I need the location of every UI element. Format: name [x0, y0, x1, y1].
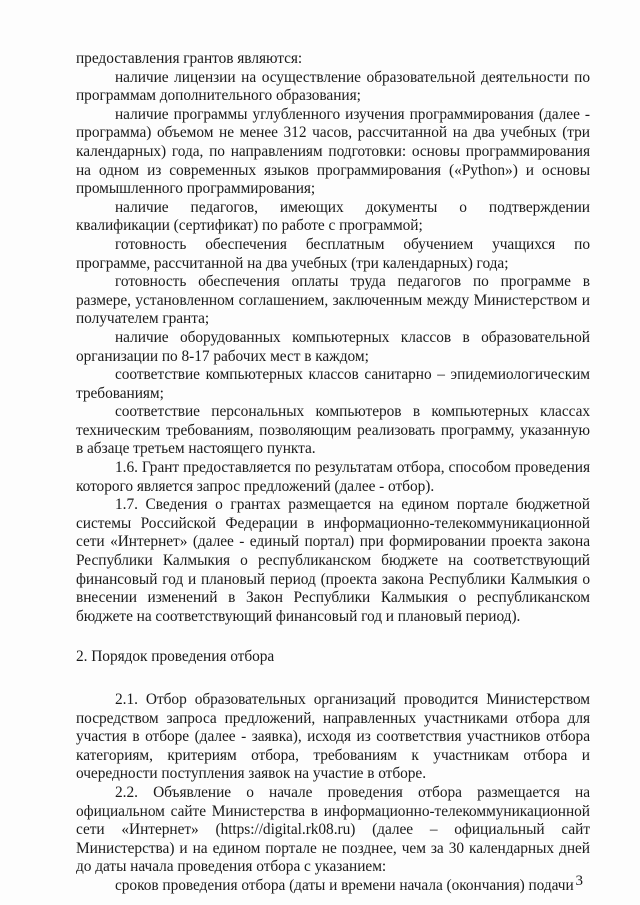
paragraph: предоставления грантов являются: [76, 50, 303, 67]
paragraph: готовность обеспечения оплаты труда педагогов по программе в размере, установленном соглашением, заключенным между Министерством и получателем гранта; [76, 273, 590, 328]
paragraph: 1.6. Грант предоставляется по результатам отбора, способом проведения которого является запрос предложений (далее - отбор). [76, 459, 590, 495]
paragraph: соответствие персональных компьютеров в компьютерных классах техническим требованиям, позволяющим реализовать программу, указанную в абзаце третьем настоящего пункта. [76, 403, 590, 458]
paragraph: наличие педагогов, имеющих документы о подтверждении квалификации (сертификат) по работе с программой; [76, 198, 590, 235]
paragraph: 1.7. Сведения о грантах размещается на едином портале бюджетной системы Российской Федерации в информационно-телекоммуникационной сети «Интернет» (далее - единый портал) при формировании проекта закона Республики Калмыкия о республиканском бюджете на соответствующий финансовый год и плановый период (проекта закона Республики Калмыкия о внесении изменений в Закон Республики Калмыкия о республиканском бюджете на соответствующий финансовый год и плановый период). [76, 496, 590, 625]
paragraph: наличие оборудованных компьютерных классов в образовательной организации по 8-17 рабочих мест в каждом; [76, 328, 590, 365]
paragraph: наличие программы углубленного изучения программирования (далее - программа) объемом не менее 312 часов, рассчитанной на два учебных (три календарных) года, по направлениям подготовки: основы программирования на одном из современных языков программирования («Python») и основы промышленного программирования; [76, 105, 590, 198]
section-heading: 2. Порядок проведения отбора [76, 648, 275, 666]
paragraph: соответствие компьютерных классов санитарно – эпидемиологическим требованиям; [76, 366, 590, 402]
page-number: 3 [575, 873, 583, 889]
paragraph: 2.1. Отбор образовательных организаций проводится Министерством посредством запроса предложений, направленных участниками отбора для участия в отборе (далее - заявка), исходя из соответствия участников отбора категориям, критериям отбора, требованиям к участникам отбора и очередности поступления заявок на участие в отборе. [76, 691, 590, 783]
paragraphs-before-heading [76, 50, 590, 626]
paragraph: сроков проведения отбора (даты и времени начала (окончания) подачи [115, 876, 574, 894]
paragraph: наличие лицензии на осуществление образовательной деятельности по программам дополнительного образования; [76, 68, 590, 105]
paragraph: готовность обеспечения бесплатным обучением учащихся по программе, рассчитанной на два учебных (три календарных) года; [76, 235, 590, 272]
paragraphs-after-heading [76, 691, 590, 896]
document-body [76, 50, 590, 896]
paragraph: 2.2. Объявление о начале проведения отбора размещается на официальном сайте Министерства в информационно-телекоммуникационной сети «Интернет» (https://digital.rk08.ru) (далее – официальный сайт Министерства) и на едином портале не позднее, чем за 30 календарных дней до даты начала проведения отбора с указанием: [76, 783, 590, 876]
